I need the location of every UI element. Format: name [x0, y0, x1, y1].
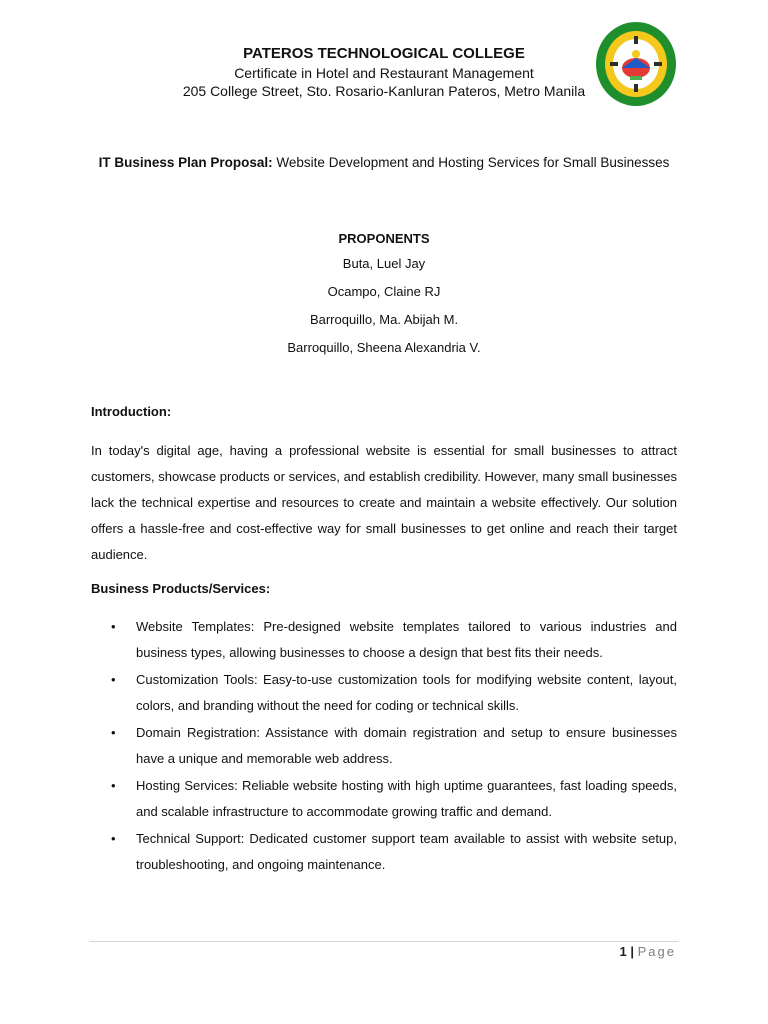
list-item-text: Hosting Services: Reliable website hosting with high uptime guarantees, fast loading speeds, and scalable infrastructure to accommodate growing traffic and demand. [136, 778, 677, 819]
list-item [91, 667, 677, 719]
proponent-name: Barroquillo, Sheena Alexandria V. [287, 340, 481, 355]
list-item-text: Domain Registration: Assistance with domain registration and setup to ensure businesses have a unique and memorable web address. [136, 725, 677, 766]
proponents-section [0, 228, 768, 362]
business-products-list [91, 614, 677, 879]
list-item-text: Technical Support: Dedicated customer support team available to assist with website setup, troubleshooting, and ongoing maintenance. [136, 831, 677, 872]
introduction-heading: Introduction: [91, 404, 172, 419]
list-item-text: Website Templates: Pre-designed website templates tailored to various industries and business types, allowing businesses to choose a design that best fits their needs. [136, 619, 677, 660]
proponent-name: Buta, Luel Jay [342, 256, 426, 271]
list-item [91, 614, 677, 666]
header [170, 44, 598, 100]
bullet-icon: • [111, 725, 116, 740]
page-footer [620, 944, 676, 959]
proponent-name: Ocampo, Claine RJ [327, 284, 441, 299]
introduction-paragraph: In today's digital age, having a professional website is essential for small businesses to attract customers, showcase products or services, and establish credibility. However, many small businesses lack the technical expertise and resources to create and maintain a website effectively. Our solution offers a hassle-free and cost-effective way for small businesses to get online and reach their target audience. [91, 443, 677, 562]
list-item [91, 720, 677, 772]
page-label: Page [637, 944, 676, 959]
list-item-text: Customization Tools: Easy-to-use customization tools for modifying website content, layout, colors, and branding without the need for coding or technical skills. [136, 672, 677, 713]
list-item [91, 826, 677, 878]
college-seal-logo [594, 20, 678, 108]
proponents-heading: PROPONENTS [338, 231, 430, 246]
bullet-icon: • [111, 672, 116, 687]
bullet-icon: • [111, 619, 116, 634]
proponent-name: Barroquillo, Ma. Abijah M. [309, 312, 459, 327]
certificate-program: Certificate in Hotel and Restaurant Management [234, 65, 534, 81]
footer-separator: | [626, 944, 638, 959]
list-item [91, 773, 677, 825]
page-number: 1 [619, 944, 627, 959]
footer-divider [89, 941, 679, 942]
proposal-title-text: Website Development and Hosting Services for Small Businesses [272, 155, 670, 170]
bullet-icon: • [111, 778, 116, 793]
college-name: PATEROS TECHNOLOGICAL COLLEGE [243, 45, 525, 62]
business-products-heading: Business Products/Services: [91, 581, 271, 596]
college-address: 205 College Street, Sto. Rosario-Kanluran Pateros, Metro Manila [182, 83, 586, 99]
proposal-title [0, 155, 768, 170]
bullet-icon: • [111, 831, 116, 846]
proposal-title-label: IT Business Plan Proposal: [98, 155, 273, 170]
